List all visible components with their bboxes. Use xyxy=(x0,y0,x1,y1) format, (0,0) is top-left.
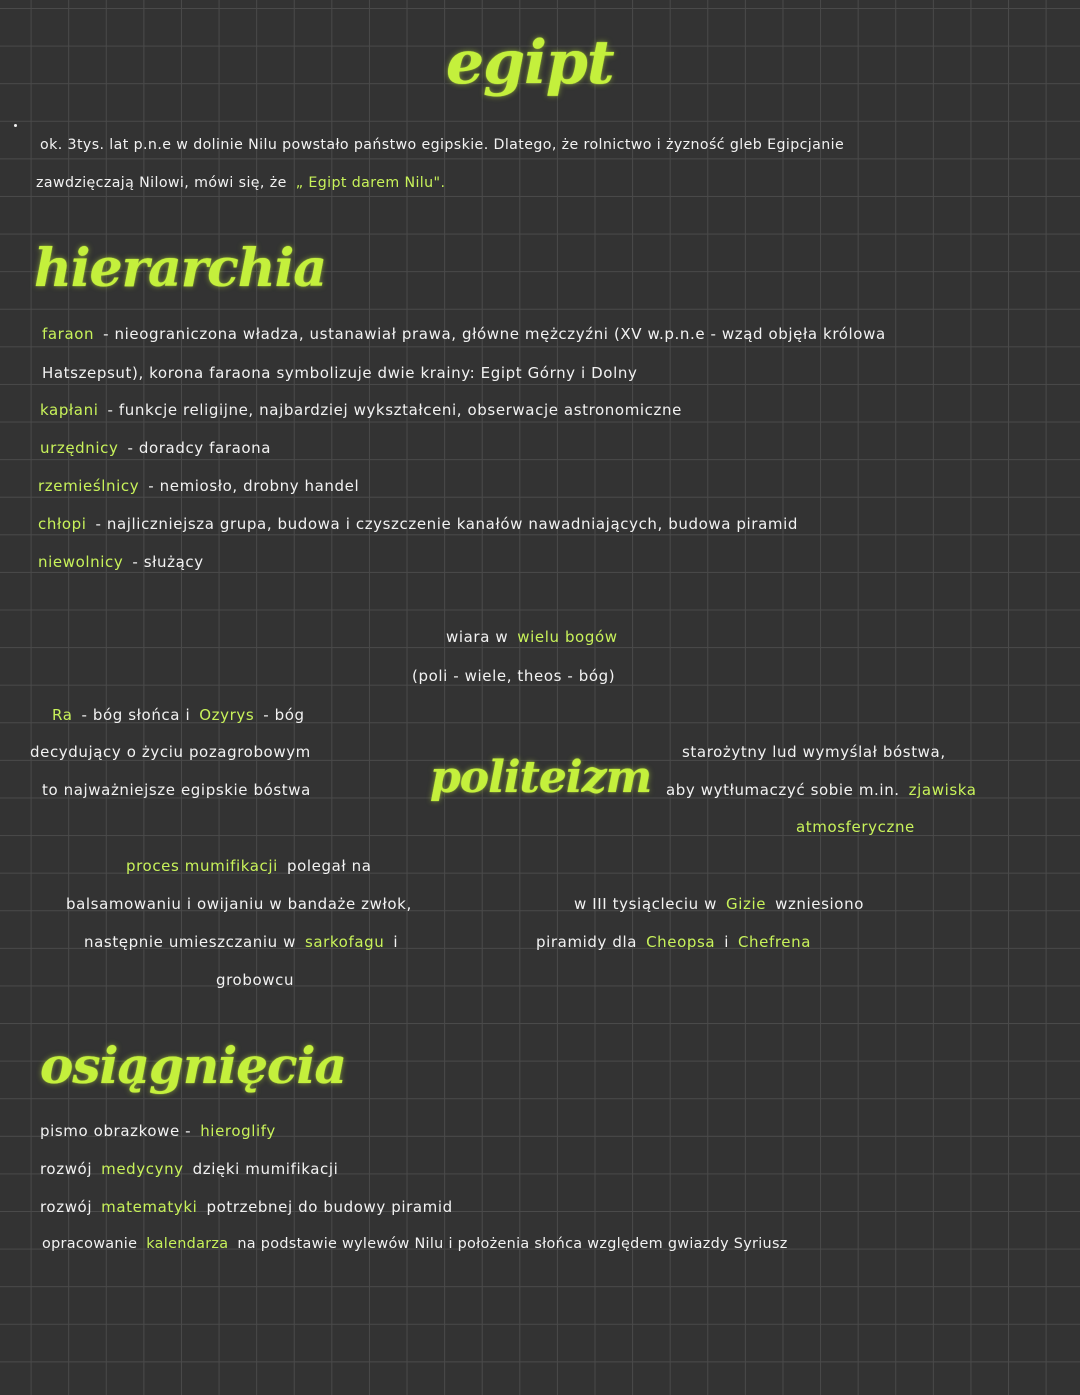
mummification-text: polegał na xyxy=(286,857,372,875)
gods-deciding: decydujący o życiu pozagrobowym xyxy=(30,743,311,761)
bullet-dot xyxy=(14,124,17,127)
ancient-highlight: zjawiska xyxy=(908,781,977,799)
hierarchy-row-chlopi xyxy=(38,515,807,533)
hierarchy-row-faraon-cont xyxy=(42,364,646,382)
giza-highlight: Gizie xyxy=(726,895,767,913)
intro-quote: „ Egipt darem Nilu". xyxy=(295,175,446,191)
term-ozyrys: Ozyrys xyxy=(199,706,255,724)
desc-faraon: - nieograniczona władza, ustanawiał prawa, główne mężczyźni (XV w.p.n.e - wząd objęła królowa xyxy=(103,325,886,343)
hierarchy-row-rzemieslnicy xyxy=(38,477,368,495)
section-heading-polytheism: politeizm xyxy=(430,752,652,803)
hierarchy-row-kaplani xyxy=(40,401,691,419)
desc-faraon-cont: Hatszepsut), korona faraona symbolizuje dwie krainy: Egipt Górny i Dolny xyxy=(42,364,638,382)
intro-line-1: ok. 3tys. lat p.n.e w dolinie Nilu powstało państwo egipskie. Dlatego, że rolnictwo i żyzność gleb Egipcjanie xyxy=(40,137,845,153)
term-kaplani: kapłani xyxy=(40,401,99,419)
pyramids-text-1: w III tysiącleciu w xyxy=(574,895,718,913)
hierarchy-row-urzednicy xyxy=(40,439,280,457)
pyramids-text-1b: wzniesiono xyxy=(775,895,864,913)
desc-urzednicy: - doradcy faraona xyxy=(127,439,272,457)
intro-line-2 xyxy=(36,175,454,191)
pyramids-and: i xyxy=(724,933,729,951)
achievement-calendar-post: na podstawie wylewów Nilu i położenia słońca względem gwiazdy Syriusz xyxy=(237,1236,788,1252)
achievement-calendar-pre: opracowanie xyxy=(42,1236,138,1252)
desc-chlopi: - najliczniejsza grupa, budowa i czyszczenie kanałów nawadniających, budowa piramid xyxy=(95,515,798,533)
achievement-math-pre: rozwój xyxy=(40,1198,93,1216)
achievement-medicine-post: dzięki mumifikacji xyxy=(192,1160,339,1178)
achievement-medicine-pre: rozwój xyxy=(40,1160,93,1178)
desc-kaplani: - funkcje religijne, najbardziej wykształceni, obserwacje astronomiczne xyxy=(107,401,682,419)
term-ra: Ra xyxy=(52,706,73,724)
belief-text: wiara w xyxy=(446,628,509,646)
achievement-math-post: potrzebnej do budowy piramid xyxy=(206,1198,453,1216)
mummification-line-1 xyxy=(126,857,381,875)
intro-text: zawdzięczają Nilowi, mówi się, że xyxy=(36,175,287,191)
achievement-writing-text: pismo obrazkowe - xyxy=(40,1122,192,1140)
pyramids-line-2 xyxy=(536,933,820,951)
mummification-text-3: następnie umieszczaniu w xyxy=(84,933,296,951)
medicine-highlight: medycyny xyxy=(101,1160,184,1178)
hierarchy-row-niewolnicy xyxy=(38,553,213,571)
cheops-highlight: Cheopsa xyxy=(646,933,716,951)
page-title: egipt xyxy=(446,28,614,98)
achievement-medicine xyxy=(40,1160,347,1178)
section-heading-hierarchy: hierarchia xyxy=(34,238,327,299)
chefren-highlight: Chefrena xyxy=(737,933,812,951)
term-chlopi: chłopi xyxy=(38,515,87,533)
sarkofag-highlight: sarkofagu xyxy=(304,933,385,951)
mummification-line-2: balsamowaniu i owijaniu w bandaże zwłok, xyxy=(66,895,412,913)
ancient-line-3: atmosferyczne xyxy=(796,818,915,836)
belief-highlight: wielu bogów xyxy=(517,628,618,646)
ancient-line-2 xyxy=(666,781,986,799)
pyramids-line-1 xyxy=(574,895,873,913)
gods-most-important: to najważniejsze egipskie bóstwa xyxy=(42,781,311,799)
mummification-and: i xyxy=(393,933,399,951)
calendar-highlight: kalendarza xyxy=(146,1236,229,1252)
ancient-text: aby wytłumaczyć sobie m.in. xyxy=(666,781,900,799)
mummification-line-3 xyxy=(84,933,407,951)
achievement-math xyxy=(40,1198,462,1216)
term-urzednicy: urzędnicy xyxy=(40,439,119,457)
term-faraon: faraon xyxy=(42,325,95,343)
pyramids-text-2: piramidy dla xyxy=(536,933,638,951)
ancient-line-1: starożytny lud wymyślał bóstwa, xyxy=(682,743,946,761)
term-niewolnicy: niewolnicy xyxy=(38,553,124,571)
achievement-calendar xyxy=(42,1236,797,1252)
gods-line xyxy=(52,706,314,724)
math-highlight: matematyki xyxy=(101,1198,198,1216)
hierarchy-row-faraon xyxy=(42,325,895,343)
term-rzemieslnicy: rzemieślnicy xyxy=(38,477,140,495)
desc-niewolnicy: - służący xyxy=(132,553,204,571)
belief-line xyxy=(446,628,627,646)
etymology-line: (poli - wiele, theos - bóg) xyxy=(412,667,616,685)
mummification-line-4: grobowcu xyxy=(216,971,295,989)
desc-ozyrys: - bóg xyxy=(263,706,305,724)
desc-ra: - bóg słońca i xyxy=(81,706,191,724)
mummification-highlight: proces mumifikacji xyxy=(126,857,278,875)
section-heading-achievements: osiągnięcia xyxy=(40,1036,346,1095)
hieroglyphs-highlight: hieroglify xyxy=(200,1122,276,1140)
desc-rzemieslnicy: - nemiosło, drobny handel xyxy=(148,477,360,495)
achievement-writing xyxy=(40,1122,285,1140)
